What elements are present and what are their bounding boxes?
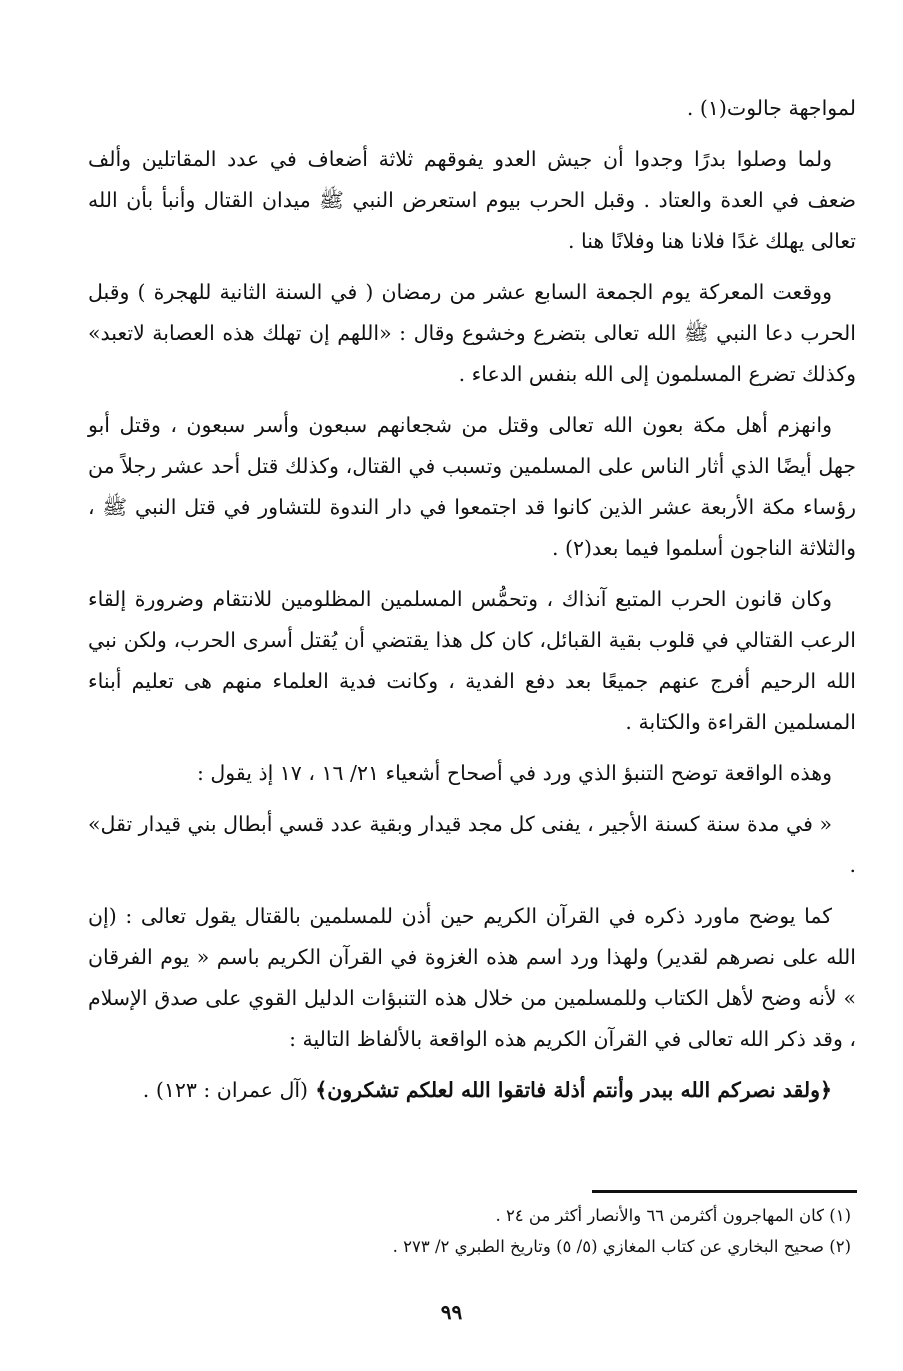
paragraph: وانهزم أهل مكة بعون الله تعالى وقتل من شجعانهم سبعون وأسر سبعون ، وقتل أبو جهل أيضًا الذي أثار الناس على المسلمين وتسبب في القتال، وكذلك قتل أحد عشر رجلاً من رؤساء مكة الأربعة عشر الذين كانوا قد اجتمعوا في دار الندوة للتشاور في قتل النبي ﷺ ، والثلاثة الناجون أسلموا فيما بعد(٢) . xyxy=(88,413,856,560)
paragraph: ولما وصلوا بدرًا وجدوا أن جيش العدو يفوقهم ثلاثة أضعاف في عدد المقاتلين وألف ضعف في العدة والعتاد . وقبل الحرب بيوم استعرض النبي ﷺ ميدان القتال وأنبأ بأن الله تعالى يهلك غدًا فلانا هنا وفلانًا هنا . xyxy=(88,147,856,253)
verse-text: ﴿ولقد نصركم الله ببدر وأنتم أذلة فاتقوا الله لعلكم تشكرون﴾ xyxy=(315,1078,832,1102)
paragraph: وهذه الواقعة توضح التنبؤ الذي ورد في أصحاح أشعياء ٢١/ ١٦ ، ١٧ إذ يقول : xyxy=(196,761,832,785)
quran-verse xyxy=(88,1070,856,1111)
paragraph: ووقعت المعركة يوم الجمعة السابع عشر من رمضان ( في السنة الثانية للهجرة ) وقبل الحرب دعا النبي ﷺ الله تعالى بتضرع وخشوع وقال : «اللهم إن تهلك هذه العصابة لاتعبد» وكذلك تضرع المسلمون إلى الله بنفس الدعاء . xyxy=(88,280,856,386)
footnote: (٢) صحيح البخاري عن كتاب المغازي (٥/ ٥) وتاريخ الطبري ٢/ ٢٧٣ . xyxy=(392,1237,851,1256)
body-text xyxy=(88,88,856,1121)
paragraph: وكان قانون الحرب المتبع آنذاك ، وتحمُّس المسلمين المظلومين للانتقام وضرورة إلقاء الرعب القتالي في قلوب بقية القبائل، كان كل هذا يقتضي أن يُقتل أسرى الحرب، ولكن نبي الله الرحيم أفرج عنهم جميعًا بعد دفع الفدية ، وكانت فدية العلماء منهم هى تعليم أبناء المسلمين القراءة والكتابة . xyxy=(88,587,856,734)
paragraph: لمواجهة جالوت(١) . xyxy=(686,96,856,120)
footnote: (١) كان المهاجرون أكثرمن ٦٦ والأنصار أكثر من ٢٤ . xyxy=(495,1206,851,1225)
verse-reference: (آل عمران : ١٢٣) . xyxy=(142,1078,309,1102)
footnotes xyxy=(91,1200,851,1262)
footnote-divider xyxy=(592,1190,857,1193)
quotation-paragraph: « في مدة سنة كسنة الأجير ، يفنى كل مجد قيدار وبقية عدد قسي أبطال بني قيدار تقل» . xyxy=(88,812,856,877)
page-number: ٩٩ xyxy=(440,1300,463,1324)
paragraph: كما يوضح ماورد ذكره في القرآن الكريم حين أذن للمسلمين بالقتال يقول تعالى : (إن الله على نصرهم لقدير) ولهذا ورد اسم هذه الغزوة في القرآن الكريم باسم « يوم الفرقان » لأنه وضح لأهل الكتاب وللمسلمين من خلال هذه التنبؤات الدليل القوي على صدق الإسلام ، وقد ذكر الله تعالى في القرآن الكريم هذه الواقعة بالألفاظ التالية : xyxy=(88,904,856,1051)
